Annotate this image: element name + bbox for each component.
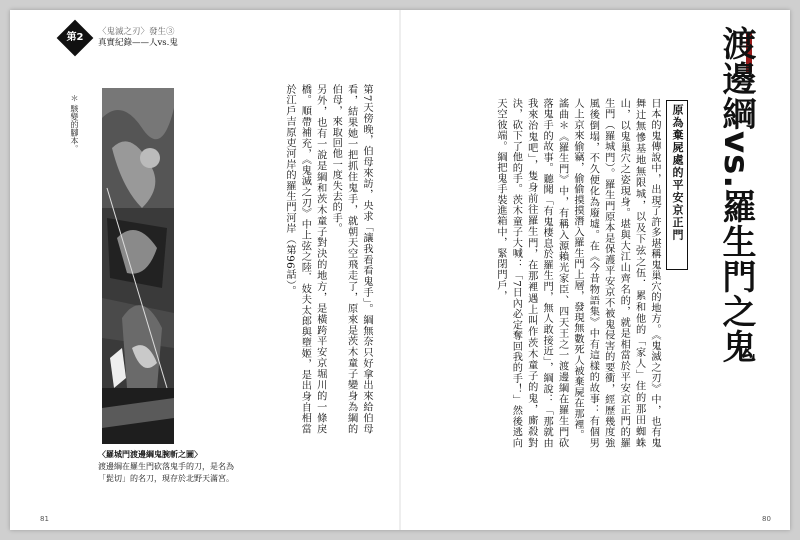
chapter-badge <box>57 20 94 69</box>
chapter-badge-label: 第2章 <box>66 32 84 69</box>
section-subtitle: 原為棄屍處的平安京正門 <box>666 100 688 270</box>
book-spread <box>10 10 790 530</box>
side-note: ＊ 駭變的腳本。 <box>70 94 79 153</box>
woodblock-illustration <box>102 88 174 444</box>
right-body <box>412 98 662 448</box>
right-paragraph-2: 謠曲＊《羅生門》中，有稱入源賴光家臣、四天王之一渡邊綱在羅生門砍落鬼手的故事。聽聞「有鬼棲息於羅生門，無人敢接近」，綱說：「那就由我來治鬼吧」，隻身前往羅生門，在那裡遇上叫作茨木童子的鬼，廝殺對決，砍下了他的手。茨木童子大喊：「7日內必定奪回我的手！」然後逃向天空彼端。綱把鬼手裝進箱中，緊閉門戶， <box>494 98 568 448</box>
page-number-right: 80 <box>762 515 771 523</box>
header-line1: 〈鬼滅之刃〉發生③ <box>98 27 175 37</box>
caption-title: 〈羅城門渡邊綱鬼腕斬之圖〉 <box>98 450 202 459</box>
caption-text: 渡邊綱在羅生門砍落鬼手的刀，是名為「髭切」的名刀，現存於北野天滿宮。 <box>98 462 234 483</box>
gutter <box>399 10 401 530</box>
right-paragraph-1: 日本的鬼傳說中，出現了許多堪稱鬼巢穴的地方。《鬼滅之刃》中，也有鬼舞辻無慘基地無限城，以及下弦之伍．累和他的「家人」住的那田蜘蛛山，以鬼巢穴之姿現身。堪與大江山齊名的，就是相當於平安京正門的羅生門（羅城門）。羅生門原本是保護平安京不被鬼侵害的要衝，經歷幾度強風後倒塌，不久便化為廢墟。在《今昔物語集》中有這樣的故事：有個男人上京來偷竊，偷偷摸摸潛入羅生門上層，發現無數死人被棄屍在那裡。 <box>571 98 660 448</box>
page-number-left: 81 <box>40 515 49 523</box>
chapter-header-text <box>98 27 178 49</box>
illustration-art <box>102 88 174 444</box>
illustration-caption <box>98 449 238 485</box>
page-title: 渡邊綱vs.羅生門之鬼 <box>716 26 756 365</box>
header-line2: 真實紀錄——人vs.鬼 <box>98 38 178 48</box>
left-paragraph-2: 另外，也有一說是綱和茨木童子對決的地方，是橫跨平安京堀川的一條戾橋。順帶補充，《鬼滅之刃》中上弦之陸．妓夫太郎與墮姬，是出身自相當於江戶吉原吏河岸的羅生門河岸（第96話）。 <box>283 84 326 434</box>
left-body <box>242 84 374 434</box>
left-paragraph-1: 第7天傍晚，伯母來訪，央求「讓我看看鬼手」。綱無奈只好拿出來給伯母看，結果她一把抓住鬼手，就朝天空飛走了，原來是茨木童子變身為綱的伯母，來取回他一度失去的手。 <box>330 84 372 434</box>
chapter-header <box>62 24 178 69</box>
